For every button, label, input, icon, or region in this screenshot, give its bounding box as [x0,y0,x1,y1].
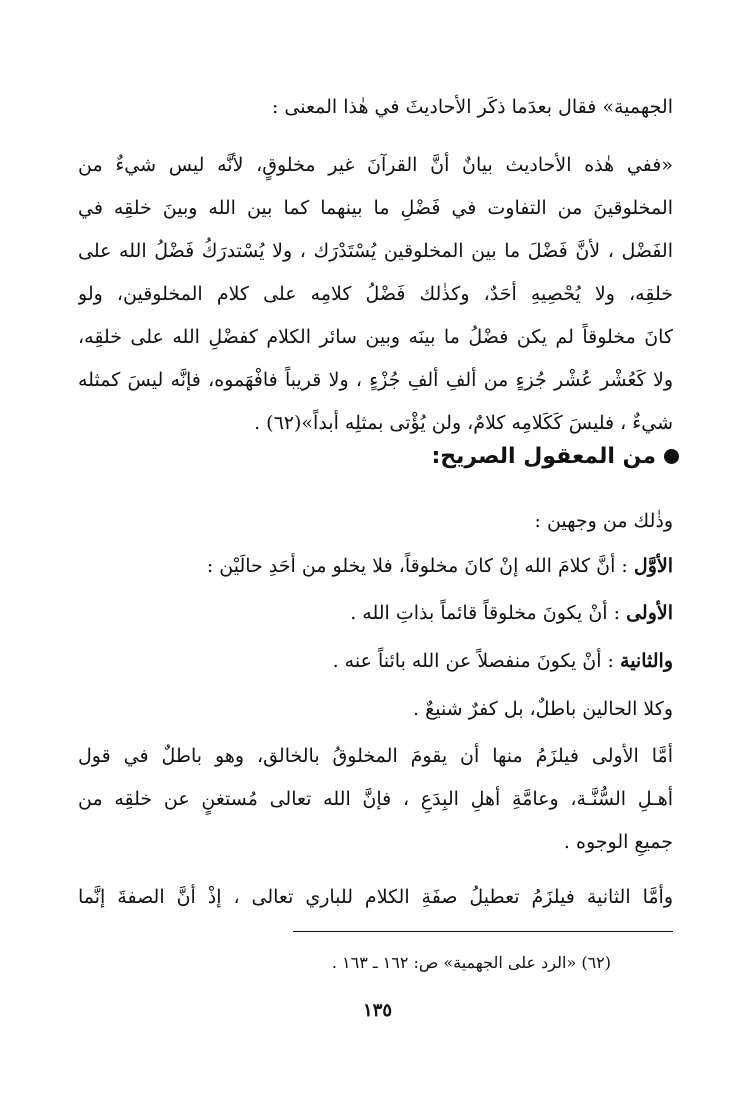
option-two-label: والثانية [620,650,673,672]
text-line: «ففي هٰذه الأحاديث بيانٌ أنَّ القرآنَ غير مخلوقٍ، لأنَّه ليس شيءٌ من [78,154,673,176]
quote-paragraph [78,144,673,445]
text-line: وأمَّا الثانية فيلزَمُ تعطيلُ صفَةِ الكلام للباري تعالى ، إذْ أنَّ الصفةَ إنَّما [78,886,673,908]
text-line: كانَ مخلوقاً لم يكن فضْلُ ما بينَه وبين سائر الكلام كفضْلِ الله على خلقِه، [78,326,673,348]
text-line: وكلا الحالين باطلٌ، بل كفرٌ شنيعٌ . [413,698,673,720]
page-number: ١٣٥ [362,1000,392,1021]
option-one-label: الأولى [626,602,673,624]
text-line: الفَضْل ، لأنَّ فَضْلَ ما بين المخلوقين يُسْتَدْرَك ، ولا يُسْتدرَكُ فَضْلُ الله على [78,240,673,262]
text-line: شيءٌ ، فليسَ كَكَلامِه كلامٌ، ولن يُؤْتى بمثلِه أبداً»(٦٢) . [254,412,673,434]
paragraph-continuation [78,86,673,129]
footnote: (٦٢) «الرد على الجهمية» ص: ١٦٢ ـ ١٦٣ . [331,953,611,972]
text-line [78,545,673,588]
intro-paragraph [78,500,673,543]
text-line: أهـلِ السُّنَّـة، وعامَّةِ أهلِ البِدَعِ ، فإنَّ الله تعالى مُستغنٍ عن خلقِه من [78,788,673,810]
first-point-label: الأوَّل [633,555,673,577]
text-line: أمَّا الأولى فيلزَمُ منها أن يقومَ المخلوقُ بالخالق، وهو باطلٌ في قول [78,745,673,767]
text-line: جميعِ الوجوه . [563,831,673,853]
text-line: الجهمية» فقال بعدَما ذكَر الأحاديثَ في هٰذا المعنى : [271,96,673,118]
bullet-icon [664,449,679,464]
text-line: المخلوقينَ من التفاوت في فَضْلِ ما بينهما كما بين الله وبينَ خلقِه في [78,197,673,219]
option-one-paragraph [78,592,673,635]
footnote-divider [293,931,673,932]
section-heading [431,444,679,469]
option-one-text: : أنْ يكونَ مخلوقاً قائماً بذاتِ الله . [350,602,621,624]
both-cases-paragraph [78,688,673,731]
first-point-text: : أنَّ كلامَ الله إنْ كانَ مخلوقاً، فلا يخلو من أحَدِ حالَيْن : [206,555,628,577]
second-case-paragraph [78,876,673,919]
text-line: خلقِه، ولا يُحْصِيهِ أحَدٌ، وكذٰلك فَضْلُ كلامِه على كلام المخلوقين، ولو [78,283,673,305]
option-two-paragraph [78,640,673,683]
text-line [78,592,673,635]
text-line: ولا كَعُشْر عُشْر جُزءٍ من ألفِ ألفِ جُزْءٍ ، ولا قريباً فافْهَموه، فإنَّه ليسَ كمثله [78,369,673,391]
text-line [78,640,673,683]
option-two-text: : أنْ يكونَ منفصلاً عن الله بائناً عنه . [332,650,614,672]
section-heading-text: من المعقول الصريح: [431,444,656,469]
text-line: وذٰلك من وجهين : [534,510,673,532]
first-case-paragraph [78,735,673,864]
first-point-paragraph [78,545,673,588]
